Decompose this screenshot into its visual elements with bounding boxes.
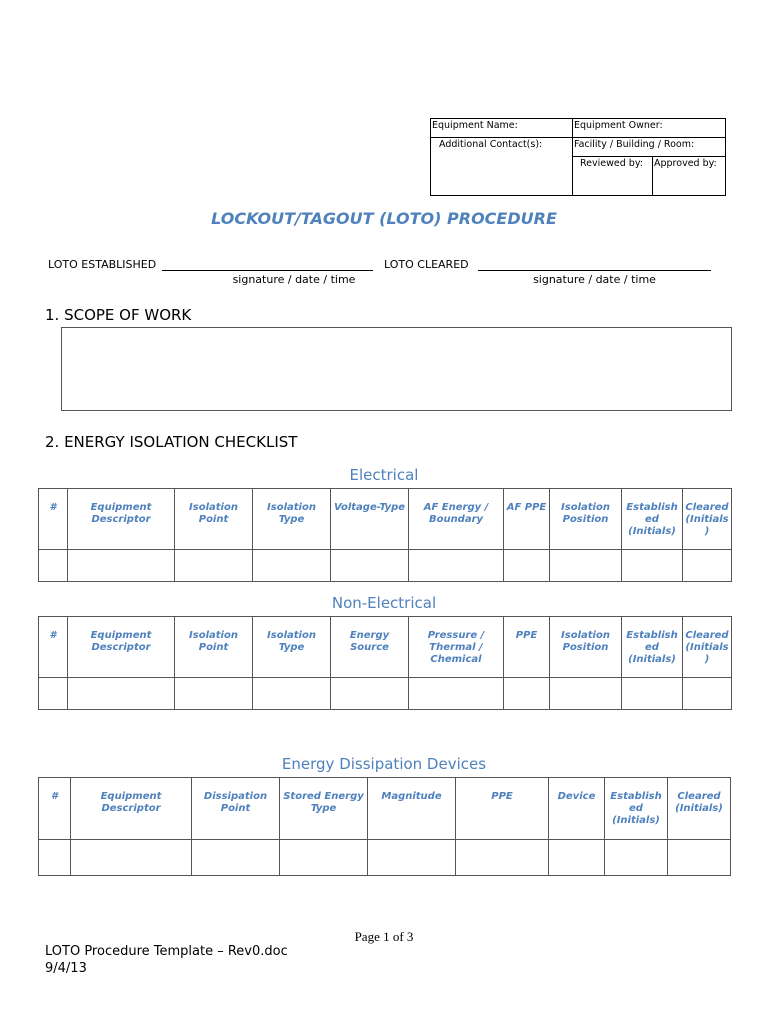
table-cell[interactable] <box>331 678 409 710</box>
column-header: Dissipation Point <box>192 778 280 840</box>
column-header: Isolation Point <box>175 617 253 678</box>
page-number: Page 1 of 3 <box>354 929 414 944</box>
table-cell[interactable] <box>280 840 368 876</box>
non-electrical-header-row <box>39 617 732 678</box>
table-cell[interactable] <box>253 678 331 710</box>
table-cell[interactable] <box>192 840 280 876</box>
column-header: Magnitude <box>368 778 456 840</box>
table-cell[interactable] <box>39 840 71 876</box>
column-header: # <box>39 489 68 550</box>
column-header: Voltage-Type <box>331 489 409 550</box>
loto-established-signature-line[interactable] <box>162 270 373 271</box>
page-title: LOCKOUT/TAGOUT (LOTO) PROCEDURE <box>211 209 557 228</box>
column-header: AF PPE <box>504 489 550 550</box>
table-cell[interactable] <box>683 550 732 582</box>
document-name: LOTO Procedure Template – Rev0.doc <box>45 944 288 959</box>
electrical-header-row <box>39 489 732 550</box>
additional-contacts-cell[interactable] <box>430 137 573 196</box>
document-date: 9/4/13 <box>45 961 87 976</box>
equipment-owner-cell[interactable] <box>572 118 726 138</box>
table-cell[interactable] <box>409 550 504 582</box>
table-cell[interactable] <box>550 678 622 710</box>
column-header: Established (Initials) <box>622 617 683 678</box>
column-header: Cleared (Initials) <box>683 617 732 678</box>
table-cell[interactable] <box>605 840 668 876</box>
column-header: Isolation Point <box>175 489 253 550</box>
loto-cleared-signature-line[interactable] <box>478 270 711 271</box>
table-cell[interactable] <box>550 550 622 582</box>
table-cell[interactable] <box>622 550 683 582</box>
table-cell[interactable] <box>504 550 550 582</box>
column-header: Cleared (Initials) <box>668 778 731 840</box>
table-cell[interactable] <box>456 840 549 876</box>
scope-of-work-box[interactable] <box>61 327 732 411</box>
column-header: Pressure / Thermal / Chemical <box>409 617 504 678</box>
column-header: Established (Initials) <box>605 778 668 840</box>
column-header: Isolation Type <box>253 617 331 678</box>
table-cell[interactable] <box>368 840 456 876</box>
reviewed-by-label: Reviewed by: <box>580 158 643 169</box>
non-electrical-title: Non-Electrical <box>331 594 437 612</box>
table-row <box>39 550 732 582</box>
column-header: AF Energy / Boundary <box>409 489 504 550</box>
table-cell[interactable] <box>409 678 504 710</box>
dissipation-table <box>38 777 731 876</box>
column-header: Stored Energy Type <box>280 778 368 840</box>
non-electrical-table <box>38 616 732 710</box>
additional-contacts-label: Additional Contact(s): <box>439 139 543 150</box>
table-cell[interactable] <box>253 550 331 582</box>
equipment-owner-label: Equipment Owner: <box>574 120 663 131</box>
table-row <box>39 840 731 876</box>
table-cell[interactable] <box>622 678 683 710</box>
table-cell[interactable] <box>504 678 550 710</box>
approved-by-label: Approved by: <box>654 158 717 169</box>
loto-established-caption: signature / date / time <box>232 273 356 286</box>
column-header: PPE <box>456 778 549 840</box>
loto-cleared-label: LOTO CLEARED <box>384 258 469 271</box>
reviewed-by-cell[interactable] <box>572 156 653 196</box>
column-header: Established (Initials) <box>622 489 683 550</box>
table-cell[interactable] <box>39 678 68 710</box>
column-header: Device <box>549 778 605 840</box>
electrical-title: Electrical <box>349 466 419 484</box>
scope-of-work-heading: 1. SCOPE OF WORK <box>45 306 192 324</box>
table-cell[interactable] <box>549 840 605 876</box>
column-header: # <box>39 617 68 678</box>
column-header: PPE <box>504 617 550 678</box>
table-cell[interactable] <box>668 840 731 876</box>
table-cell[interactable] <box>71 840 192 876</box>
column-header: Energy Source <box>331 617 409 678</box>
column-header: Equipment Descriptor <box>68 489 175 550</box>
facility-cell[interactable] <box>572 137 726 157</box>
dissipation-header-row <box>39 778 731 840</box>
table-cell[interactable] <box>68 678 175 710</box>
column-header: Isolation Type <box>253 489 331 550</box>
column-header: Isolation Position <box>550 617 622 678</box>
table-cell[interactable] <box>68 550 175 582</box>
column-header: # <box>39 778 71 840</box>
column-header: Equipment Descriptor <box>71 778 192 840</box>
column-header: Equipment Descriptor <box>68 617 175 678</box>
table-cell[interactable] <box>331 550 409 582</box>
table-row <box>39 678 732 710</box>
column-header: Cleared (Initials) <box>683 489 732 550</box>
loto-established-label: LOTO ESTABLISHED <box>48 258 157 271</box>
dissipation-title: Energy Dissipation Devices <box>281 755 487 773</box>
table-cell[interactable] <box>683 678 732 710</box>
energy-isolation-heading: 2. ENERGY ISOLATION CHECKLIST <box>45 433 298 451</box>
loto-cleared-caption: signature / date / time <box>533 273 656 286</box>
table-cell[interactable] <box>175 678 253 710</box>
table-cell[interactable] <box>39 550 68 582</box>
table-cell[interactable] <box>175 550 253 582</box>
electrical-table <box>38 488 732 582</box>
approved-by-cell[interactable] <box>652 156 726 196</box>
equipment-name-label: Equipment Name: <box>432 120 518 131</box>
facility-label: Facility / Building / Room: <box>574 139 695 150</box>
equipment-name-cell[interactable] <box>430 118 573 138</box>
column-header: Isolation Position <box>550 489 622 550</box>
